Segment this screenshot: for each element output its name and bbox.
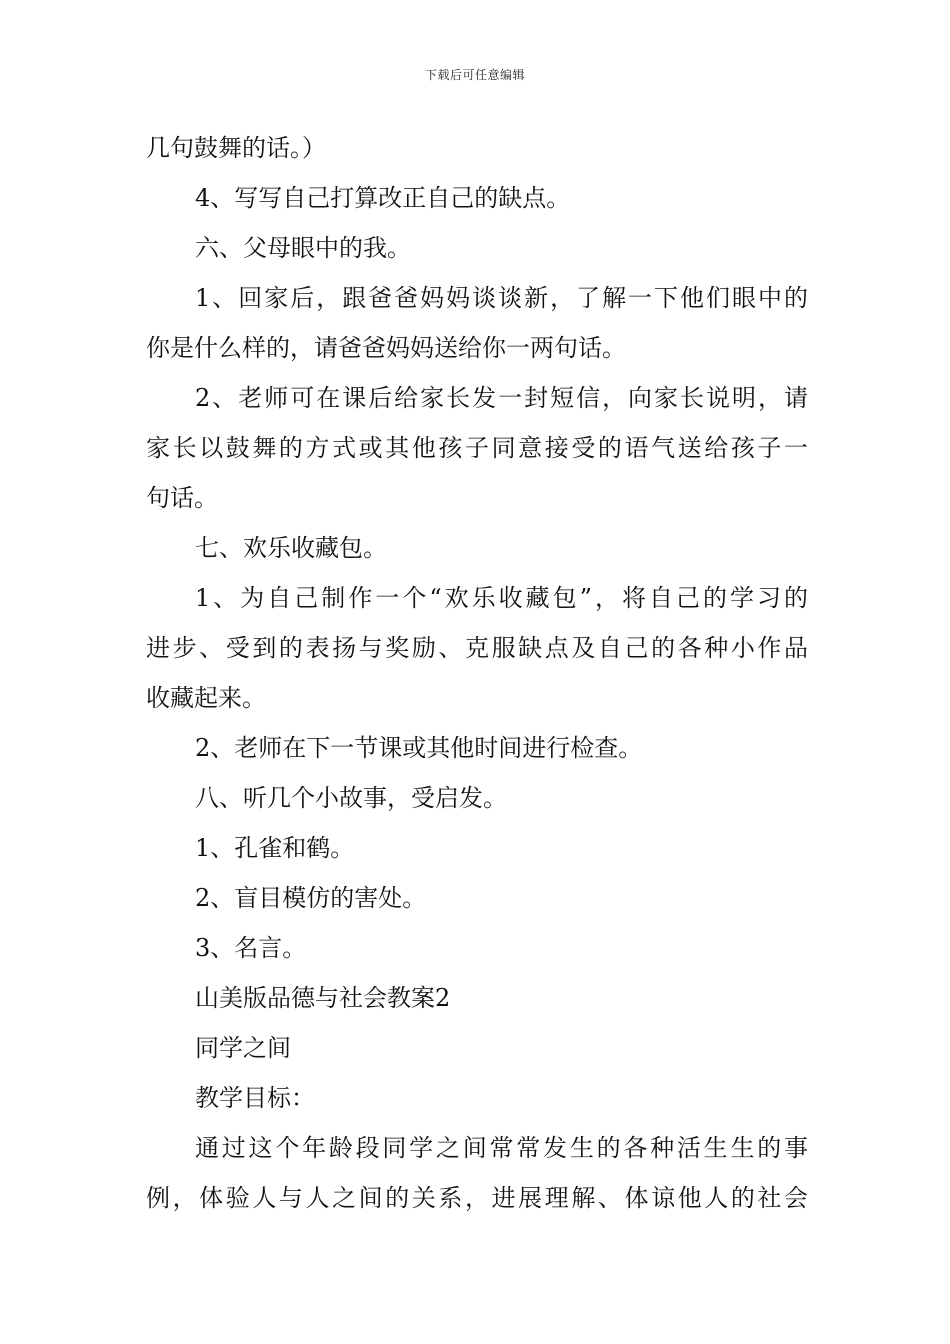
- paragraph-line: 2、老师可在课后给家长发一封短信，向家长说明，请: [195, 384, 808, 412]
- lesson-title: 同学之间: [195, 1034, 291, 1062]
- document-title: 山美版品德与社会教案2: [195, 984, 451, 1012]
- list-item: 2、盲目模仿的害处。: [195, 884, 427, 912]
- paragraph-line: 1、为自己制作一个“欢乐收藏包”，将自己的学习的: [195, 584, 808, 612]
- paragraph-line: 1、回家后，跟爸爸妈妈谈谈新，了解一下他们眼中的: [195, 284, 808, 312]
- paragraph-line: 家长以鼓舞的方式或其他孩子同意接受的语气送给孩子一: [146, 434, 808, 462]
- paragraph-line: 收藏起来。: [146, 684, 266, 712]
- document-body: [146, 123, 808, 1223]
- paragraph-line: 例，体验人与人之间的关系，进展理解、体谅他人的社会: [146, 1184, 808, 1212]
- section-heading: 七、欢乐收藏包。: [195, 534, 387, 562]
- list-item: 3、名言。: [195, 934, 307, 962]
- section-heading: 六、父母眼中的我。: [195, 234, 411, 262]
- list-item: 1、孔雀和鹤。: [195, 834, 355, 862]
- section-heading: 教学目标：: [195, 1084, 315, 1112]
- paragraph-line: 2、老师在下一节课或其他时间进行检查。: [195, 734, 643, 762]
- paragraph-line: 你是什么样的，请爸爸妈妈送给你一两句话。: [146, 334, 626, 362]
- page-header: 下载后可任意编辑: [424, 68, 525, 82]
- paragraph-line: 几句鼓舞的话。）: [146, 134, 326, 162]
- section-heading: 八、听几个小故事，受启发。: [195, 784, 507, 812]
- paragraph-line: 进步、受到的表扬与奖励、克服缺点及自己的各种小作品: [146, 634, 808, 662]
- paragraph-line: 句话。: [146, 484, 218, 512]
- paragraph-line: 4、写写自己打算改正自己的缺点。: [195, 184, 571, 212]
- paragraph-line: 通过这个年龄段同学之间常常发生的各种活生生的事: [195, 1134, 808, 1162]
